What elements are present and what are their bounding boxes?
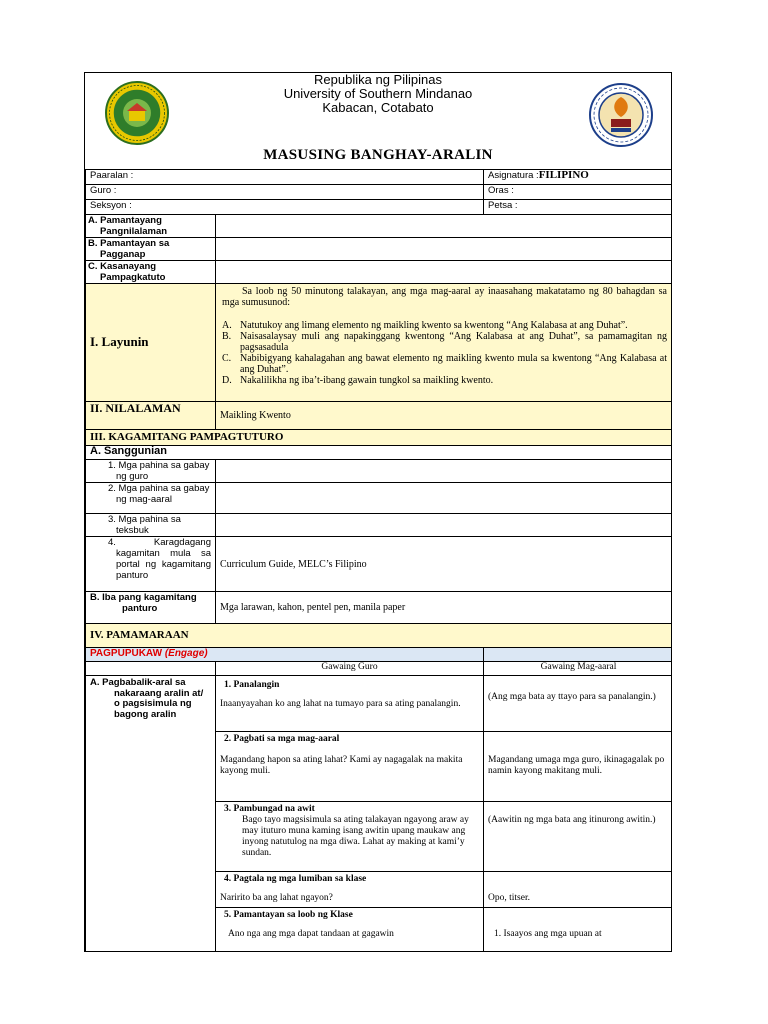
gabay-ng-mag-aaral-label: 2. Mga pahina sa gabay ng mag-aaral bbox=[86, 483, 216, 514]
layunin-intro: Sa loob ng 50 minutong talakayan, ang mga mag-aaral ay inaasahang makatatamo ng 80 bahagdan sa mga sumusunod: bbox=[222, 286, 667, 308]
pamantayan-sa-pagganap-label: B. Pamantayan sa Pagganap bbox=[86, 238, 216, 261]
kasanayang-pampagkatuto-label: C. Kasanayang Pampagkatuto bbox=[86, 261, 216, 284]
gabay-ng-guro-label: 1. Mga pahina sa gabay ng guro bbox=[86, 460, 216, 483]
header-line-3: Kabacan, Cotabato bbox=[322, 100, 434, 115]
pamamaraan-heading: IV. PAMAMARAAN bbox=[86, 624, 673, 648]
list-item: C. Nabibigyang kahalagahan ang bawat elemento ng maikling kwento mula sa kwentong “Ang Kalabasa at ang Duhat”. bbox=[222, 353, 667, 375]
college-of-education-seal-icon bbox=[589, 83, 653, 147]
header-line-1: Republika ng Pilipinas bbox=[314, 72, 442, 87]
engage-heading: PAGPUPUKAW (Engage) bbox=[86, 648, 484, 662]
pambungad-na-awit-title: 3. Pambungad na awit bbox=[224, 804, 315, 814]
kagamitan-heading: III. KAGAMITANG PAMPAGTUTURO bbox=[86, 430, 673, 446]
pagtala-guro: Naririto ba ang lahat ngayon? bbox=[220, 893, 333, 903]
pamantayang-pangnilalaman-label: A. Pamantayang Pangnilalaman bbox=[86, 215, 216, 238]
asignatura-field: Asignatura :FILIPINO bbox=[484, 170, 673, 185]
lesson-plan-page bbox=[84, 72, 672, 952]
pamantayan-sa-klase-mag-aaral: 1. Isaayos ang mga upuan at bbox=[484, 908, 673, 953]
paaralan-field: Paaralan : bbox=[86, 170, 484, 185]
pambungad-na-awit-guro: Bago tayo magsisimula sa ating talakayan ngayong araw ay may ituturo muna kaming isang awitin upang maukaw ang inyong natutulog na mga diwa. Lahat ay making at kami’y sundan. bbox=[242, 815, 469, 858]
pagbabalik-aral-label: A. Pagbabalik-aral sa nakaraang aralin at/ o pagsisimula ng bagong aralin bbox=[86, 676, 216, 953]
karagdagang-kagamitan-label: 4. Karagdagang kagamitan mula sa portal ng kagamitang panturo bbox=[86, 537, 216, 592]
iba-pang-kagamitan-label: B. Iba pang kagamitang panturo bbox=[86, 592, 216, 624]
pagbati-guro: Magandang hapon sa ating lahat? Kami ay nagagalak na makita kayong muli. bbox=[220, 755, 463, 776]
pamantayan-sa-klase-title: 5. Pamantayan sa loob ng Klase bbox=[224, 910, 353, 920]
list-item: A. Natutukoy ang limang elemento ng maikling kwento sa kwentong “Ang Kalabasa at ang Duhat”. bbox=[222, 320, 628, 331]
pagbati-title: 2. Pagbati sa mga mag-aaral bbox=[224, 734, 340, 744]
layunin-label: I. Layunin bbox=[86, 284, 216, 402]
nilalaman-value: Maikling Kwento bbox=[216, 402, 673, 430]
list-item: B. Naisasalaysay muli ang napakinggang kwentong “Ang Kalabasa at ang Duhat”, sa pamamagitan ng pagsasadula bbox=[222, 331, 667, 353]
oras-field: Oras : bbox=[484, 185, 673, 200]
header-line-2: University of Southern Mindanao bbox=[283, 86, 473, 101]
petsa-field: Petsa : bbox=[484, 200, 673, 215]
sanggunian-label: A. Sanggunian bbox=[86, 446, 673, 460]
guro-field: Guro : bbox=[86, 185, 484, 200]
pagtala-title: 4. Pagtala ng mga lumiban sa klase bbox=[224, 874, 367, 884]
panalangin-mag-aaral: (Ang mga bata ay ttayo para sa panalangin.) bbox=[484, 676, 673, 732]
list-item: D. Nakalilikha ng iba’t-ibang gawain tungkol sa maikling kwento. bbox=[222, 375, 494, 386]
panalangin-guro: Inaanyayahan ko ang lahat na tumayo para sa ating panalangin. bbox=[220, 699, 461, 709]
pagbati-mag-aaral: Magandang umaga mga guro, ikinagagalak po namin kayong makitang muli. bbox=[484, 732, 673, 802]
seksyon-field: Seksyon : bbox=[86, 200, 484, 215]
document-title: MASUSING BANGHAY-ARALIN bbox=[263, 147, 493, 163]
pambungad-na-awit-mag-aaral: (Aawitin ng mga bata ang itinurong awitin.) bbox=[484, 802, 673, 872]
karagdagang-kagamitan-value: Curriculum Guide, MELC’s Filipino bbox=[216, 537, 673, 592]
document-header bbox=[85, 73, 671, 169]
layunin-list bbox=[222, 320, 667, 386]
pagtala-mag-aaral: Opo, titser. bbox=[484, 872, 673, 908]
gawaing-mag-aaral-header: Gawaing Mag-aaral bbox=[484, 662, 673, 676]
panalangin-title: 1. Panalangin bbox=[224, 680, 280, 690]
nilalaman-label: II. NILALAMAN bbox=[86, 402, 216, 430]
lesson-plan-table bbox=[85, 169, 672, 952]
gawaing-guro-header: Gawaing Guro bbox=[216, 662, 484, 676]
iba-pang-kagamitan-value: Mga larawan, kahon, pentel pen, manila paper bbox=[216, 592, 673, 624]
pamantayan-sa-klase-guro: Ano nga ang mga dapat tandaan at gagawin bbox=[228, 929, 394, 939]
teksbuk-label: 3. Mga pahina sa teksbuk bbox=[86, 514, 216, 537]
